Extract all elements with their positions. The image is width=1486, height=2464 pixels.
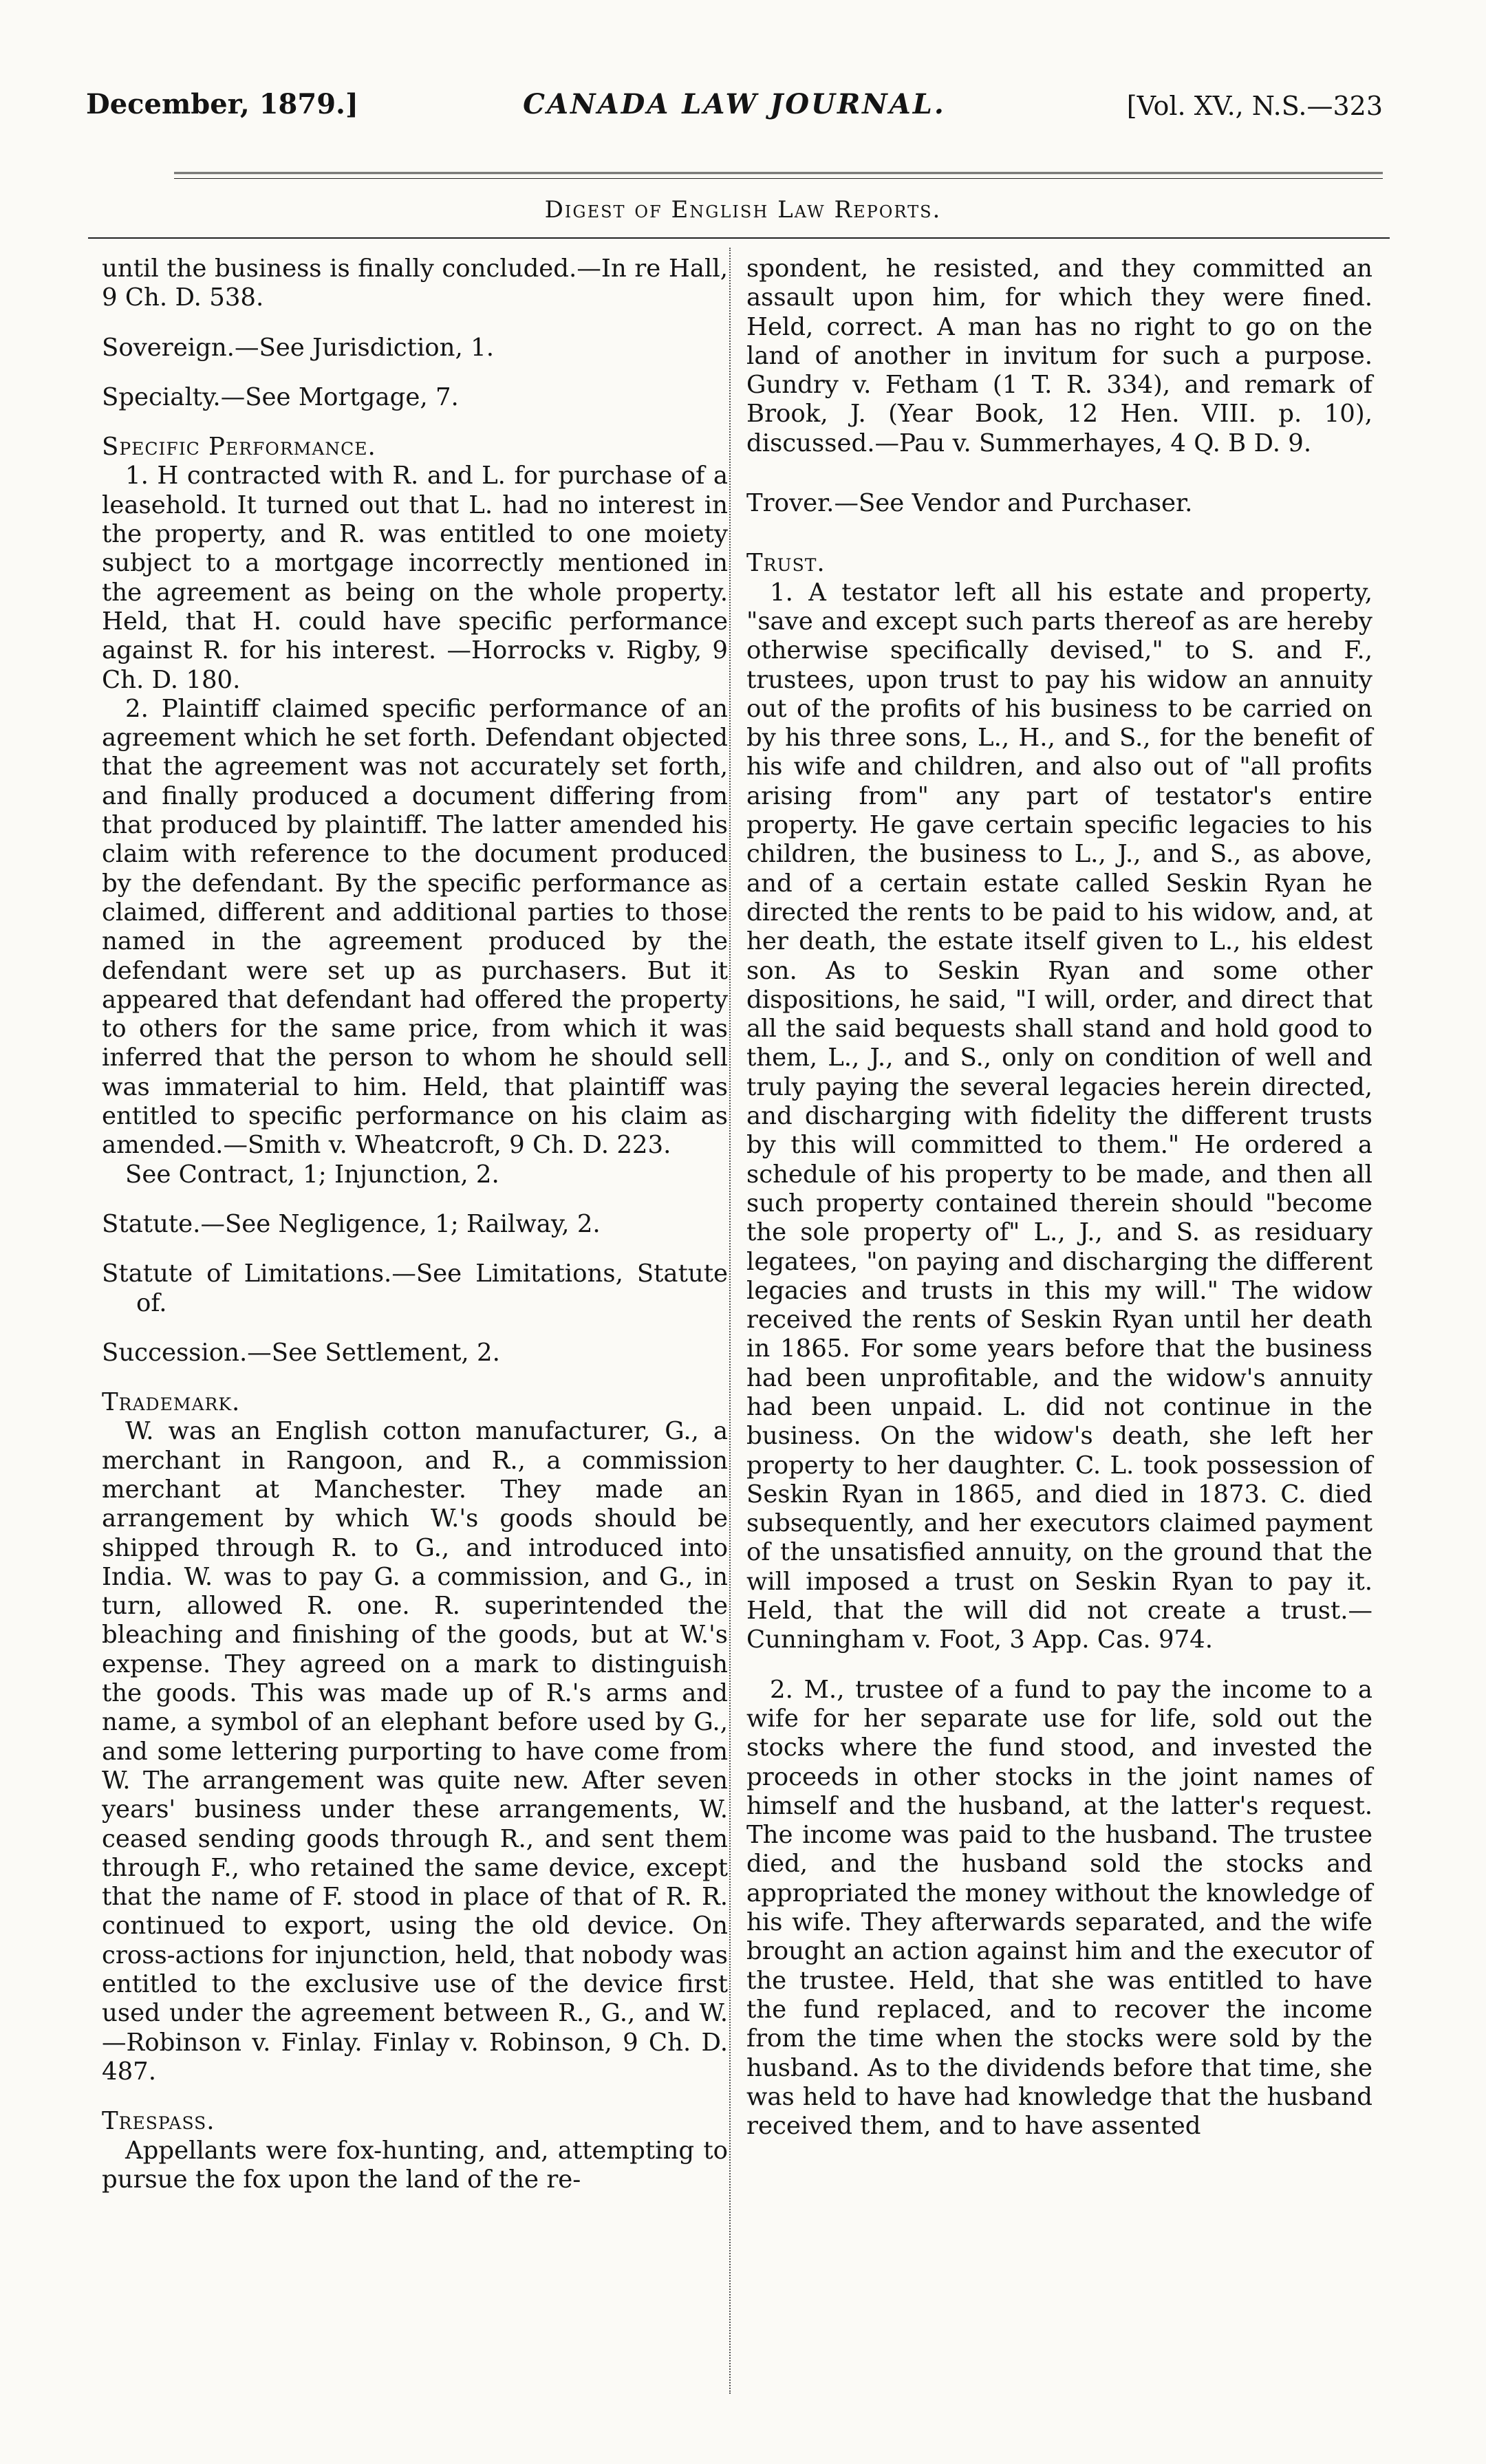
paragraph-smith-wheatcroft: 2. Plaintiff claimed specific performance of an agreement which he set forth. Defendant objected that the agreement was not accurately set forth, and finally produced a document differing from that produced by plaintiff. The latter amended his claim with reference to the document produced by the defendant. By the specific performance as claimed, different and additional parties to those named in the agreement produced by the defendant were set up as purchasers. But it appeared that defendant had offered the property to others for the same price, from which it was inferred that the person to whom he should sell was immaterial to him. Held, that plaintiff was entitled to specific performance on his claim as amended.—Smith v. Wheatcroft, 9 Ch. D. 223. <box>102 694 728 1160</box>
heading-specific-performance: Specific Performance. <box>102 433 376 462</box>
heading-succession: Succession.—See Settlement, 2. <box>102 1338 500 1367</box>
heading-trespass: Trespass. <box>102 2107 215 2136</box>
heading-statute-of-limitations: Statute of Limitations.—See Limitations, Statute of. <box>102 1260 728 1317</box>
paragraph-robinson-finlay: W. was an English cotton manufacturer, G., a merchant in Rangoon, and R., a commission merchant at Manchester. They made an arrangement by which W.'s goods should be shipped through R. to G., and introduced into India. W. was to pay G. a commission, and G., in turn, allowed R. one. R. superintended the bleaching and finishing of the goods, but at W.'s expense. They agreed on a mark to distinguish the goods. This was made up of R.'s arms and name, a symbol of an elephant before used by G., and some lettering purporting to have come from W. The arrangement was quite new. After seven years' business under these arrangements, W. ceased sending goods through R., and sent them through F., who retained the same device, except that the name of F. stood in place of that of R. R. continued to export, using the old device. On cross-actions for injunction, held, that nobody was entitled to the exclusive use of the device first used under the agreement between R., G., and W.—Robinson v. Finlay. Finlay v. Robinson, 9 Ch. D. 487. <box>102 1417 728 2086</box>
paragraph-pau-summerhayes: spondent, he resisted, and they committed an assault upon him, for which they were fined. Held, correct. A man has no right to go on the land of another in invitum for such a purpose. Gundry v. Fetham (1 T. R. 334), and remark of Brook, J. (Year Book, 12 Hen. VIII. p. 10), discussed.—Pau v. Summerhayes, 4 Q. B D. 9. <box>746 255 1372 457</box>
heading-trademark: Trademark. <box>102 1388 241 1417</box>
paragraph-hall-conclusion: until the business is finally concluded.—In re Hall, 9 Ch. D. 538. <box>102 255 728 312</box>
volume-page-number: [Vol. XV., N.S.—323 <box>1126 91 1383 121</box>
journal-title: CANADA LAW JOURNAL. <box>523 88 946 120</box>
column-divider <box>729 248 731 2394</box>
paragraph-cunningham-foot: 1. A testator left all his estate and property, "save and except such parts thereof as are hereby otherwise specifically devised," to S. and F., trustees, upon trust to pay his widow an annuity out of the profits of his business to be carried on by his three sons, L., H., and S., for the benefit of his wife and children, and also out of "all profits arising from" any part of testator's entire property. He gave certain specific legacies to his children, the business to L., J., and S., as above, and of a certain estate called Seskin Ryan he directed the rents to be paid to his widow, and, at her death, the estate itself given to L., his eldest son. As to Seskin Ryan and some other dispositions, he said, "I will, order, and direct that all the said bequests shall stand and hold good to them, L., J., and S., only on condition of well and truly paying the several legacies herein directed, and discharging with fidelity the different trusts by this will committed to them." He ordered a schedule of his property to be made, and then all such property contained therein should "become the sole property of" L., J., and S. as residuary legatees, "on paying and discharging the different legacies and trusts in this my will." The widow received the rents of Seskin Ryan until her death in 1865. For some years before that the business had been unprofitable, and the widow's annuity had been unpaid. L. did not continue in the business. On the widow's death, she left her property to her daughter. C. L. took possession of Seskin Ryan in 1865, and died in 1873. C. died subsequently, and her executors claimed payment of the unsatisfied annuity, on the ground that the will imposed a trust on Seskin Ryan to pay it. Held, that the will did not create a trust.—Cunningham v. Foot, 3 App. Cas. 974. <box>746 578 1372 1654</box>
heading-specialty: Specialty.—See Mortgage, 7. <box>102 382 459 411</box>
header-date: December, 1879.] <box>86 88 358 120</box>
heading-trust: Trust. <box>746 549 826 578</box>
paragraph-fox-hunting: Appellants were fox-hunting, and, attempting to pursue the fox upon the land of the re- <box>102 2136 728 2194</box>
section-rule <box>88 237 1390 239</box>
heading-sovereign: Sovereign.—See Jurisdiction, 1. <box>102 333 494 362</box>
header-rule <box>174 172 1383 179</box>
left-column <box>102 255 728 2194</box>
heading-trover: Trover.—See Vendor and Purchaser. <box>746 489 1193 518</box>
paragraph-horrocks-rigby: 1. H contracted with R. and L. for purchase of a leasehold. It turned out that L. had no interest in the property, and R. was entitled to one moiety subject to a mortgage incorrectly mentioned in the agreement as being on the whole property. Held, that H. could have specific performance against R. for his interest. —Horrocks v. Rigby, 9 Ch. D. 180. <box>102 462 728 694</box>
running-header <box>86 88 1383 136</box>
cross-reference-contract: See Contract, 1; Injunction, 2. <box>125 1160 499 1189</box>
right-column <box>746 255 1372 2141</box>
heading-statute: Statute.—See Negligence, 1; Railway, 2. <box>102 1209 601 1238</box>
section-title: Digest of English Law Reports. <box>544 196 942 224</box>
paragraph-trustee-fund: 2. M., trustee of a fund to pay the income to a wife for her separate use for life, sold out the stocks where the fund stood, and invested the proceeds in other stocks in the joint names of himself and the husband, at the latter's request. The income was paid to the husband. The trustee died, and the husband sold the stocks and appropriated the money without the knowledge of his wife. They afterwards separated, and the wife brought an action against him and the executor of the trustee. Held, that she was entitled to have the fund replaced, and to recover the income from the time when the stocks were sold by the husband. As to the dividends before that time, she was held to have had knowledge that the husband received them, and to have assented <box>746 1675 1372 2141</box>
